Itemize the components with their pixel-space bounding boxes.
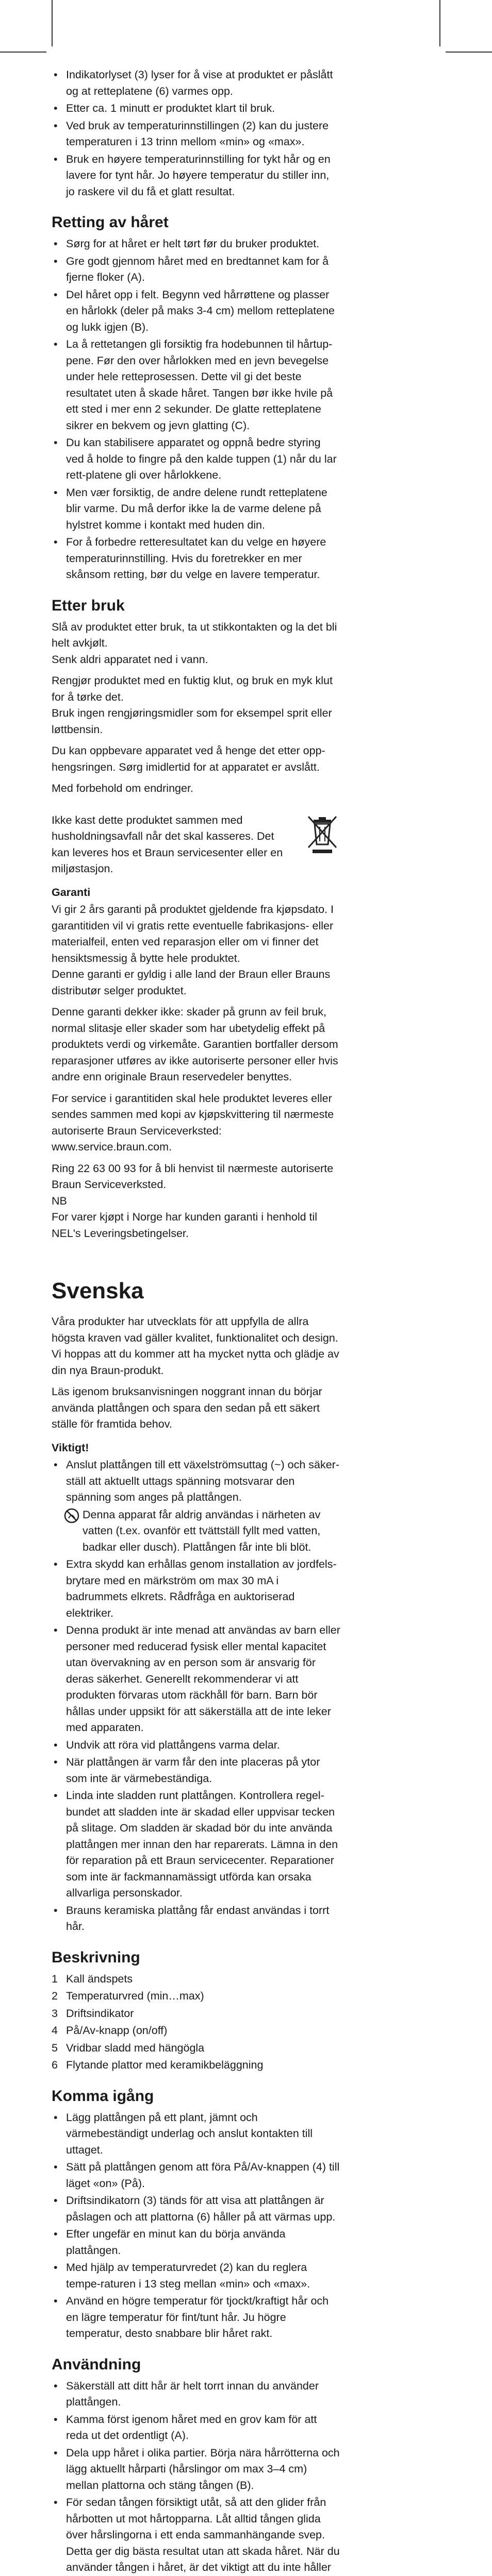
subheading: Garanti [52,886,91,899]
part-label: Kall ändspets [66,1972,133,1985]
list-item [52,1988,340,2005]
list-item [52,2040,340,2057]
crop-mark [439,0,440,46]
paragraph: For service i garantitiden skal hele produktet leveres eller sendes sammen med kopi av kjøpskvittering til nærmeste autoriserte Braun Serviceverksted: www.service.braun.com. [52,1092,334,1153]
list-item [52,2057,340,2074]
list-item: • Sørg for at håret er helt tørt før du bruker produktet. [52,236,340,252]
paragraph: Du kan oppbevare apparatet ved å henge det etter opp-hengsringen. Sørg imidlertid for at apparatet er avslått. [52,744,325,773]
list-item: • Extra skydd kan erhållas genom installation av jordfels-brytare med en märkström om max 30 mA i badrummets elkrets. Rådfråga en auktoriserad elektriker. [52,1556,340,1621]
list-item: • Ved bruk av temperaturinnstillingen (2) kan du justere temperaturen i 13 trinn mellom «min» og «max». [52,118,340,150]
list-item: • Etter ca. 1 minutt er produktet klart til bruk. [52,100,340,117]
crop-mark [0,52,46,53]
paragraph: Med forbehold om endringer. [52,782,193,794]
list-item: • Bruk en høyere temperaturinnstilling for tykt hår og en lavere for tynt hår. Jo høyere temperatur du stiller inn, jo raskere vil du få et glatt resultat. [52,151,340,200]
list-item: • När plattången är varm får den inte placeras på ytor som inte är värmebeständiga. [52,1754,340,1787]
language-heading: Svenska [52,1278,144,1303]
list-item [52,2023,340,2039]
paragraph: Vi gir 2 års garanti på produktet gjeldende fra kjøpsdato. I garantitiden vil vi gratis rette eventuelle fabrikasjons- eller materialfeil, enten ved reparasjon eller om vi finner det hensiktsmessig å bytte hele produktet. Denne garanti er gyldig i alle land der Braun eller Brauns distributør selger produktet. [52,903,334,997]
list-item: • Efter ungefär en minut kan du börja använda plattången. [52,2226,340,2259]
list-item: • Del håret opp i felt. Begynn ved hårrøttene og plasser en hårlokk (deler på maks 3-4 cm) mellom retteplatene og lukk igjen (B). [52,287,340,336]
list-item: • Indikatorlyset (3) lyser for å vise at produktet er påslått og at retteplatene (6) varmes opp. [52,67,340,99]
list-item: • Du kan stabilisere apparatet og oppnå bedre styring ved å holde to fingre på den kalde tuppen (1) når du lar rett-platene gli over hårlokkene. [52,435,340,484]
paragraph: Denne garanti dekker ikke: skader på grunn av feil bruk, normal slitasje eller skader som har ubetydelig effekt på produktets verdi og virkemåte. Garantien bortfaller dersom reparasjoner utføres av ikke autoriserte personer eller hvis andre enn originale Braun reservedeler benyttes. [52,1006,338,1083]
list-item: • Sätt på plattången genom att föra På/Av-knappen (4) till läget «on» (På). [52,2159,340,2192]
parts-list [52,1971,340,2074]
part-number: 6 [52,2059,58,2071]
list-item: • Kamma först igenom håret med en grov kam för att reda ut det ordentligt (A). [52,2412,340,2444]
list-item: • Säkerställ att ditt hår är helt torrt innan du använder plattången. [52,2378,340,2411]
crop-mark [52,0,53,46]
no-water-icon [64,1508,79,1523]
crop-mark [446,52,492,53]
part-number: 2 [52,1990,58,2002]
section-heading: Komma igång [52,2087,154,2105]
paragraph: Våra produkter har utvecklats för att uppfylla de allra högsta kraven vad gäller kvalitet, funktionalitet och design. Vi hoppas att du kommer att ha mycket nytta och glädje av din nya Braun-produkt. [52,1315,339,1377]
retting-list [52,236,340,583]
list-item: • For å forbedre retteresultatet kan du velge en høyere temperaturinnstilling. Hvis du foretrekker en mer skånsom retting, bør du velge en lavere temperatur. [52,534,340,583]
list-item: • Linda inte sladden runt plattången. Kontrollera regel-bundet att sladden inte är skadad eller uppvisar tecken på slitage. Om sladden är skadad bör du inte använda plattången mer innan den har reparerats. Lämna in den för reparation på ett Braun servicecenter. Reparationer som inte är fackmannamässigt utförda kan orsaka allvarliga personskador. [52,1788,340,1902]
part-label: På/Av-knapp (on/off) [66,2024,168,2037]
disposal-note [52,812,340,877]
list-item: • Undvik att röra vid plattångens varma delar. [52,1737,340,1754]
part-label: Flytande plattor med keramikbeläggning [66,2059,264,2071]
part-number: 5 [52,2041,58,2054]
part-label: Temperaturvred (min…max) [66,1990,204,2002]
part-number: 3 [52,2007,58,2020]
part-label: Vridbar sladd med hängögla [66,2041,205,2054]
list-item: • Anslut plattången till ett växelströmsuttag (~) och säker-ställ att aktuellt uttags spänning motsvarar den spänning som anges på plattången. [52,1457,340,1506]
list-item [52,1507,340,1556]
paragraph: Ring 22 63 00 93 for å bli henvist til nærmeste autoriserte Braun Serviceverksted. NB For varer kjøpt i Norge har kunden garanti i henhold til NEL's Leveringsbetingelser. [52,1162,334,1240]
crossed-bin-icon [304,815,340,856]
list-item: • Driftsindikatorn (3) tänds för att visa att plattången är påslagen och att plattorna (6) håller på att värmas upp. [52,2193,340,2225]
section-heading: Användning [52,2355,141,2373]
paragraph: Ikke kast dette produktet sammen med husholdningsavfall når det skal kasseres. Det kan leveres hos et Braun servicesenter eller en miljøstasjon. [52,814,283,875]
part-number: 4 [52,2024,58,2037]
list-item: • Dela upp håret i olika partier. Börja nära hårrötterna och lägg aktuellt hårparti (hårslingor om max 3–4 cm) mellan plattorna och stäng tången (B). [52,2445,340,2494]
list-item: • Lägg plattången på ett plant, jämnt och värmebeständigt underlag och anslut kontakten till uttaget. [52,2110,340,2159]
list-item: • Denna produkt är inte menad att användas av barn eller personer med reducerad fysisk eller mental kapacitet utan övervakning av en person som är ansvarig för deras säkerhet. Generellt rekommenderar vi att produkten förvaras utom räckhåll för barn. Barn bör hållas under uppsikt för att säkerställa att de inte leker med apparaten. [52,1622,340,1736]
top-bullet-list [52,67,340,200]
paragraph: Rengjør produktet med en fuktig klut, og bruk en myk klut for å tørke det. Bruk ingen rengjøringsmidler som for eksempel sprit eller løttbensin. [52,674,333,736]
list-item: • Brauns keramiska plattång får endast användas i torrt hår. [52,1903,340,1935]
section-heading: Beskrivning [52,1948,140,1966]
viktigt-list [52,1457,340,1935]
content-column [52,67,340,2576]
warning-text: Denna apparat får aldrig användas i närheten av vatten (t.ex. ovanför ett tvättställ fyllt med vatten, badkar eller dusch). Plattången får inte bli blöt. [83,1508,321,1553]
list-item [52,1971,340,1988]
part-number: 1 [52,1972,58,1985]
section-heading: Retting av håret [52,214,169,231]
section-heading: Etter bruk [52,597,125,614]
komma-list [52,2110,340,2342]
list-item [52,2006,340,2022]
list-item: • Använd en högre temperatur för tjockt/kraftigt hår och en lägre temperatur för fint/tunt hår. Ju högre temperatur, desto snabbare blir håret rakt. [52,2293,340,2342]
part-label: Driftsindikator [66,2007,134,2020]
anvandning-list [52,2378,340,2576]
list-item: • För sedan tången försiktigt utåt, så att den glider från hårbotten ut mot hårtopparna. Låt alltid tången glida över hårslingorna i ett enda sammanhängande svep. Detta ger dig bästa resultat utan att skada håret. När du använder tången i håret, är det viktigt att du inte håller [52,2495,340,2576]
subheading: Viktigt! [52,1441,89,1454]
list-item: • Men vær forsiktig, de andre delene rundt retteplatene blir varme. Du må derfor ikke la de varme delene på hylstret komme i kontakt med huden din. [52,485,340,534]
paragraph: Slå av produktet etter bruk, ta ut stikkontakten og la det bli helt avkjølt. Senk aldri apparatet ned i vann. [52,620,337,666]
list-item: • La å rettetangen gli forsiktig fra hodebunnen til hårtup-pene. Før den over hårlokken med en jevn bevegelse under hele retteprosessen. Dette vil gi det beste resultatet uten å skade håret. Tangen bør ikke hvile på ett sted i mer enn 2 sekunder. De glatte retteplatene sikrer en bekvem og jevn glatting (C). [52,336,340,434]
list-item: • Med hjälp av temperaturvredet (2) kan du reglera tempe-raturen i 13 steg mellan «min» och «max». [52,2260,340,2292]
list-item: • Gre godt gjennom håret med en bredtannet kam for å fjerne floker (A). [52,253,340,286]
paragraph: Läs igenom bruksanvisningen noggrant innan du börjar använda plattången och spara den sedan på ett säkert ställe för framtida behov. [52,1385,322,1430]
